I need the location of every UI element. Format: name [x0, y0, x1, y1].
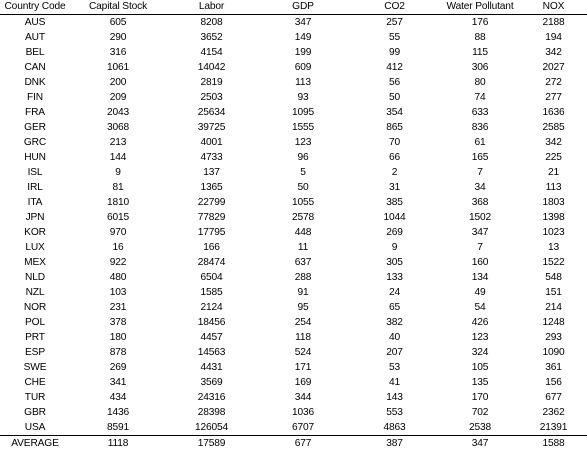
- capital-stock-cell: 144: [109, 152, 127, 163]
- gdp-cell: 96: [297, 152, 309, 163]
- capital-stock-cell: 480: [109, 272, 127, 283]
- capital-stock-cell: 200: [109, 77, 127, 88]
- co2-cell: 553: [386, 407, 403, 418]
- nox-cell: 2027: [542, 62, 565, 73]
- table-row: [0, 420, 587, 436]
- capital-stock-cell: 1061: [106, 62, 130, 73]
- table-row: [0, 240, 587, 255]
- column-header-capital-stock: Capital Stock: [70, 0, 166, 15]
- co2-cell: 9: [391, 242, 398, 253]
- column-header-co2: CO2: [349, 0, 440, 15]
- table-row: [0, 45, 587, 60]
- average-nox: 1588: [520, 436, 587, 452]
- labor-cell: 22799: [197, 197, 226, 208]
- table-row: [0, 375, 587, 390]
- labor-cell: 4431: [200, 362, 223, 373]
- nox-cell: 1522: [542, 257, 565, 268]
- gdp-cell: 1036: [291, 407, 315, 418]
- country-code-cell: PRT: [25, 332, 45, 343]
- co2-cell: 207: [386, 347, 403, 358]
- nox-cell: 342: [545, 47, 562, 58]
- water-pollutant-cell: 633: [471, 107, 489, 118]
- gdp-cell: 93: [297, 92, 309, 103]
- gdp-cell: 637: [294, 257, 312, 268]
- capital-stock-cell: 231: [109, 302, 127, 313]
- labor-cell: 2124: [200, 302, 223, 313]
- water-pollutant-cell: 54: [474, 302, 486, 313]
- co2-cell: 66: [388, 152, 401, 163]
- water-pollutant-cell: 135: [471, 377, 489, 388]
- nox-cell: 1803: [542, 197, 565, 208]
- table-row: [0, 285, 587, 300]
- gdp-cell: 149: [294, 32, 312, 43]
- table-row: [0, 30, 587, 45]
- table-row: [0, 135, 587, 150]
- column-header-gdp: GDP: [257, 0, 349, 15]
- co2-cell: 269: [386, 227, 403, 238]
- labor-cell: 2819: [200, 77, 223, 88]
- table-row: [0, 120, 587, 135]
- header-row: [0, 0, 587, 15]
- capital-stock-cell: 16: [112, 242, 124, 253]
- table-row: [0, 165, 587, 180]
- water-pollutant-cell: 123: [471, 332, 489, 343]
- co2-cell: 50: [388, 92, 401, 103]
- labor-cell: 137: [203, 167, 220, 178]
- country-code-cell: USA: [24, 422, 46, 433]
- labor-cell: 25634: [197, 107, 226, 118]
- gdp-cell: 6707: [291, 422, 315, 433]
- capital-stock-cell: 316: [109, 47, 127, 58]
- nox-cell: 677: [545, 392, 562, 403]
- country-code-cell: KOR: [24, 227, 46, 238]
- labor-cell: 77829: [197, 212, 226, 223]
- average-label: AVERAGE: [0, 436, 70, 452]
- table-row: [0, 345, 587, 360]
- labor-cell: 4154: [200, 47, 223, 58]
- country-code-cell: JPN: [25, 212, 45, 223]
- water-pollutant-cell: 1502: [468, 212, 492, 223]
- nox-cell: 2188: [542, 17, 565, 28]
- capital-stock-cell: 922: [109, 257, 127, 268]
- table-row: [0, 330, 587, 345]
- capital-stock-cell: 878: [109, 347, 127, 358]
- co2-cell: 305: [386, 257, 403, 268]
- nox-cell: 277: [545, 92, 562, 103]
- capital-stock-cell: 970: [109, 227, 127, 238]
- table-row: [0, 225, 587, 240]
- co2-cell: 354: [386, 107, 403, 118]
- labor-cell: 8208: [200, 17, 223, 28]
- nox-cell: 156: [545, 377, 562, 388]
- water-pollutant-cell: 115: [472, 47, 488, 58]
- capital-stock-cell: 605: [109, 17, 127, 28]
- country-code-cell: POL: [25, 317, 45, 328]
- nox-cell: 225: [545, 152, 562, 163]
- table-header: [0, 0, 587, 15]
- gdp-cell: 524: [294, 347, 312, 358]
- gdp-cell: 50: [297, 182, 309, 193]
- table-footer: [0, 436, 587, 452]
- water-pollutant-cell: 347: [471, 227, 489, 238]
- water-pollutant-cell: 105: [471, 362, 489, 373]
- nox-cell: 1636: [542, 107, 565, 118]
- average-row: [0, 436, 587, 452]
- co2-cell: 53: [388, 362, 401, 373]
- water-pollutant-cell: 836: [471, 122, 489, 133]
- nox-cell: 1090: [542, 347, 565, 358]
- capital-stock-cell: 180: [109, 332, 127, 343]
- co2-cell: 382: [386, 317, 403, 328]
- nox-cell: 13: [547, 242, 560, 253]
- labor-cell: 14563: [197, 347, 226, 358]
- country-code-cell: NZL: [25, 287, 45, 298]
- country-code-cell: NLD: [25, 272, 45, 283]
- country-code-cell: GER: [24, 122, 46, 133]
- nox-cell: 1023: [542, 227, 565, 238]
- co2-cell: 24: [388, 287, 401, 298]
- nox-cell: 361: [545, 362, 562, 373]
- nox-cell: 21391: [539, 422, 568, 433]
- country-code-cell: FRA: [25, 107, 45, 118]
- water-pollutant-cell: 61: [474, 137, 486, 148]
- labor-cell: 4457: [200, 332, 223, 343]
- country-code-cell: TUR: [24, 392, 46, 403]
- water-pollutant-cell: 49: [474, 287, 486, 298]
- table-body: [0, 15, 587, 436]
- labor-cell: 3652: [200, 32, 223, 43]
- country-code-cell: CAN: [24, 62, 46, 73]
- co2-cell: 1044: [383, 212, 406, 223]
- co2-cell: 41: [388, 377, 401, 388]
- capital-stock-cell: 341: [109, 377, 127, 388]
- table-row: [0, 255, 587, 270]
- water-pollutant-cell: 426: [471, 317, 489, 328]
- capital-stock-cell: 8591: [106, 422, 130, 433]
- gdp-cell: 199: [294, 47, 312, 58]
- co2-cell: 31: [388, 182, 401, 193]
- average-water-pollutant: 347: [440, 436, 520, 452]
- co2-cell: 99: [388, 47, 401, 58]
- table-row: [0, 60, 587, 75]
- water-pollutant-cell: 34: [474, 182, 486, 193]
- water-pollutant-cell: 702: [471, 407, 489, 418]
- capital-stock-cell: 290: [109, 32, 127, 43]
- gdp-cell: 169: [294, 377, 312, 388]
- water-pollutant-cell: 2538: [468, 422, 492, 433]
- gdp-cell: 113: [295, 77, 311, 88]
- labor-cell: 2503: [200, 92, 223, 103]
- table-row: [0, 195, 587, 210]
- labor-cell: 28398: [197, 407, 226, 418]
- nox-cell: 1398: [542, 212, 565, 223]
- capital-stock-cell: 378: [109, 317, 127, 328]
- capital-stock-cell: 2043: [106, 107, 130, 118]
- nox-cell: 1248: [542, 317, 565, 328]
- country-code-cell: ISL: [27, 167, 43, 178]
- nox-cell: 21: [547, 167, 560, 178]
- co2-cell: 56: [388, 77, 401, 88]
- gdp-cell: 118: [295, 332, 311, 343]
- nox-cell: 272: [545, 77, 562, 88]
- water-pollutant-cell: 170: [471, 392, 489, 403]
- column-header-water-pollutant: Water Pollutant: [440, 0, 520, 15]
- capital-stock-cell: 209: [109, 92, 127, 103]
- country-code-cell: FIN: [27, 92, 43, 103]
- gdp-cell: 1055: [291, 197, 315, 208]
- country-code-cell: HUN: [24, 152, 46, 163]
- country-code-cell: IRL: [27, 182, 43, 193]
- water-pollutant-cell: 134: [471, 272, 489, 283]
- nox-cell: 342: [545, 137, 562, 148]
- gdp-cell: 288: [294, 272, 312, 283]
- water-pollutant-cell: 324: [471, 347, 489, 358]
- table-row: [0, 210, 587, 225]
- gdp-cell: 344: [294, 392, 312, 403]
- country-code-cell: ESP: [25, 347, 45, 358]
- labor-cell: 6504: [200, 272, 223, 283]
- capital-stock-cell: 213: [109, 137, 127, 148]
- table-row: [0, 105, 587, 120]
- column-header-country-code: Country Code: [0, 0, 70, 15]
- co2-cell: 133: [386, 272, 403, 283]
- labor-cell: 17795: [197, 227, 226, 238]
- capital-stock-cell: 81: [112, 182, 124, 193]
- nox-cell: 214: [545, 302, 562, 313]
- capital-stock-cell: 3068: [106, 122, 130, 133]
- nox-cell: 194: [545, 32, 562, 43]
- gdp-cell: 5: [300, 167, 306, 178]
- table-row: [0, 15, 587, 31]
- country-code-cell: LUX: [25, 242, 45, 253]
- gdp-cell: 171: [294, 362, 312, 373]
- table-row: [0, 150, 587, 165]
- average-labor: 17589: [166, 436, 257, 452]
- country-code-cell: GBR: [24, 407, 46, 418]
- water-pollutant-cell: 80: [474, 77, 486, 88]
- country-code-cell: SWE: [23, 362, 47, 373]
- table-row: [0, 360, 587, 375]
- co2-cell: 70: [388, 137, 401, 148]
- gdp-cell: 448: [294, 227, 312, 238]
- nox-cell: 548: [545, 272, 562, 283]
- co2-cell: 143: [386, 392, 403, 403]
- labor-cell: 28474: [197, 257, 226, 268]
- water-pollutant-cell: 176: [471, 17, 489, 28]
- labor-cell: 1585: [200, 287, 223, 298]
- capital-stock-cell: 434: [109, 392, 127, 403]
- labor-cell: 4733: [200, 152, 223, 163]
- gdp-cell: 91: [297, 287, 309, 298]
- water-pollutant-cell: 165: [471, 152, 489, 163]
- table-row: [0, 270, 587, 285]
- labor-cell: 1365: [200, 182, 223, 193]
- column-header-labor: Labor: [166, 0, 257, 15]
- capital-stock-cell: 103: [109, 287, 127, 298]
- labor-cell: 3569: [200, 377, 223, 388]
- gdp-cell: 11: [297, 242, 309, 253]
- labor-cell: 18456: [197, 317, 226, 328]
- water-pollutant-cell: 88: [474, 32, 486, 43]
- table-row: [0, 75, 587, 90]
- nox-cell: 293: [545, 332, 562, 343]
- nox-cell: 2585: [542, 122, 565, 133]
- country-code-cell: ITA: [27, 197, 43, 208]
- labor-cell: 39725: [197, 122, 226, 133]
- table-row: [0, 300, 587, 315]
- capital-stock-cell: 9: [115, 167, 121, 178]
- co2-cell: 55: [388, 32, 401, 43]
- labor-cell: 126054: [194, 422, 229, 433]
- country-code-cell: GRC: [23, 137, 47, 148]
- average-gdp: 677: [257, 436, 349, 452]
- water-pollutant-cell: 7: [477, 242, 483, 253]
- country-code-cell: MEX: [24, 257, 46, 268]
- co2-cell: 385: [386, 197, 403, 208]
- nox-cell: 151: [545, 287, 562, 298]
- country-code-cell: AUS: [24, 17, 46, 28]
- co2-cell: 40: [388, 332, 401, 343]
- capital-stock-cell: 1436: [106, 407, 130, 418]
- country-code-cell: AUT: [25, 32, 45, 43]
- average-co2: 387: [349, 436, 440, 452]
- gdp-cell: 609: [294, 62, 312, 73]
- water-pollutant-cell: 160: [471, 257, 489, 268]
- country-code-cell: BEL: [25, 47, 45, 58]
- table-row: [0, 390, 587, 405]
- water-pollutant-cell: 7: [477, 167, 483, 178]
- nox-cell: 113: [545, 182, 562, 193]
- gdp-cell: 2578: [291, 212, 315, 223]
- country-code-cell: DNK: [24, 77, 46, 88]
- gdp-cell: 254: [294, 317, 312, 328]
- water-pollutant-cell: 368: [471, 197, 489, 208]
- co2-cell: 2: [391, 167, 398, 178]
- table-row: [0, 315, 587, 330]
- water-pollutant-cell: 306: [471, 62, 489, 73]
- co2-cell: 65: [388, 302, 401, 313]
- co2-cell: 412: [386, 62, 403, 73]
- average-capital-stock: 1118: [70, 436, 166, 452]
- nox-cell: 2362: [542, 407, 565, 418]
- labor-cell: 4001: [200, 137, 223, 148]
- gdp-cell: 95: [297, 302, 309, 313]
- labor-cell: 24316: [197, 392, 226, 403]
- table-row: [0, 405, 587, 420]
- capital-stock-cell: 1810: [106, 197, 130, 208]
- gdp-cell: 123: [294, 137, 312, 148]
- gdp-cell: 347: [294, 17, 312, 28]
- co2-cell: 257: [386, 17, 403, 28]
- co2-cell: 865: [386, 122, 403, 133]
- labor-cell: 166: [203, 242, 220, 253]
- capital-stock-cell: 269: [109, 362, 127, 373]
- gdp-cell: 1095: [291, 107, 315, 118]
- co2-cell: 4863: [383, 422, 406, 433]
- column-header-nox: NOX: [520, 0, 587, 15]
- capital-stock-cell: 6015: [106, 212, 130, 223]
- gdp-cell: 1555: [291, 122, 315, 133]
- country-code-cell: NOR: [23, 302, 47, 313]
- country-code-cell: CHE: [24, 377, 46, 388]
- table-row: [0, 180, 587, 195]
- water-pollutant-cell: 74: [474, 92, 486, 103]
- table-row: [0, 90, 587, 105]
- labor-cell: 14042: [197, 62, 226, 73]
